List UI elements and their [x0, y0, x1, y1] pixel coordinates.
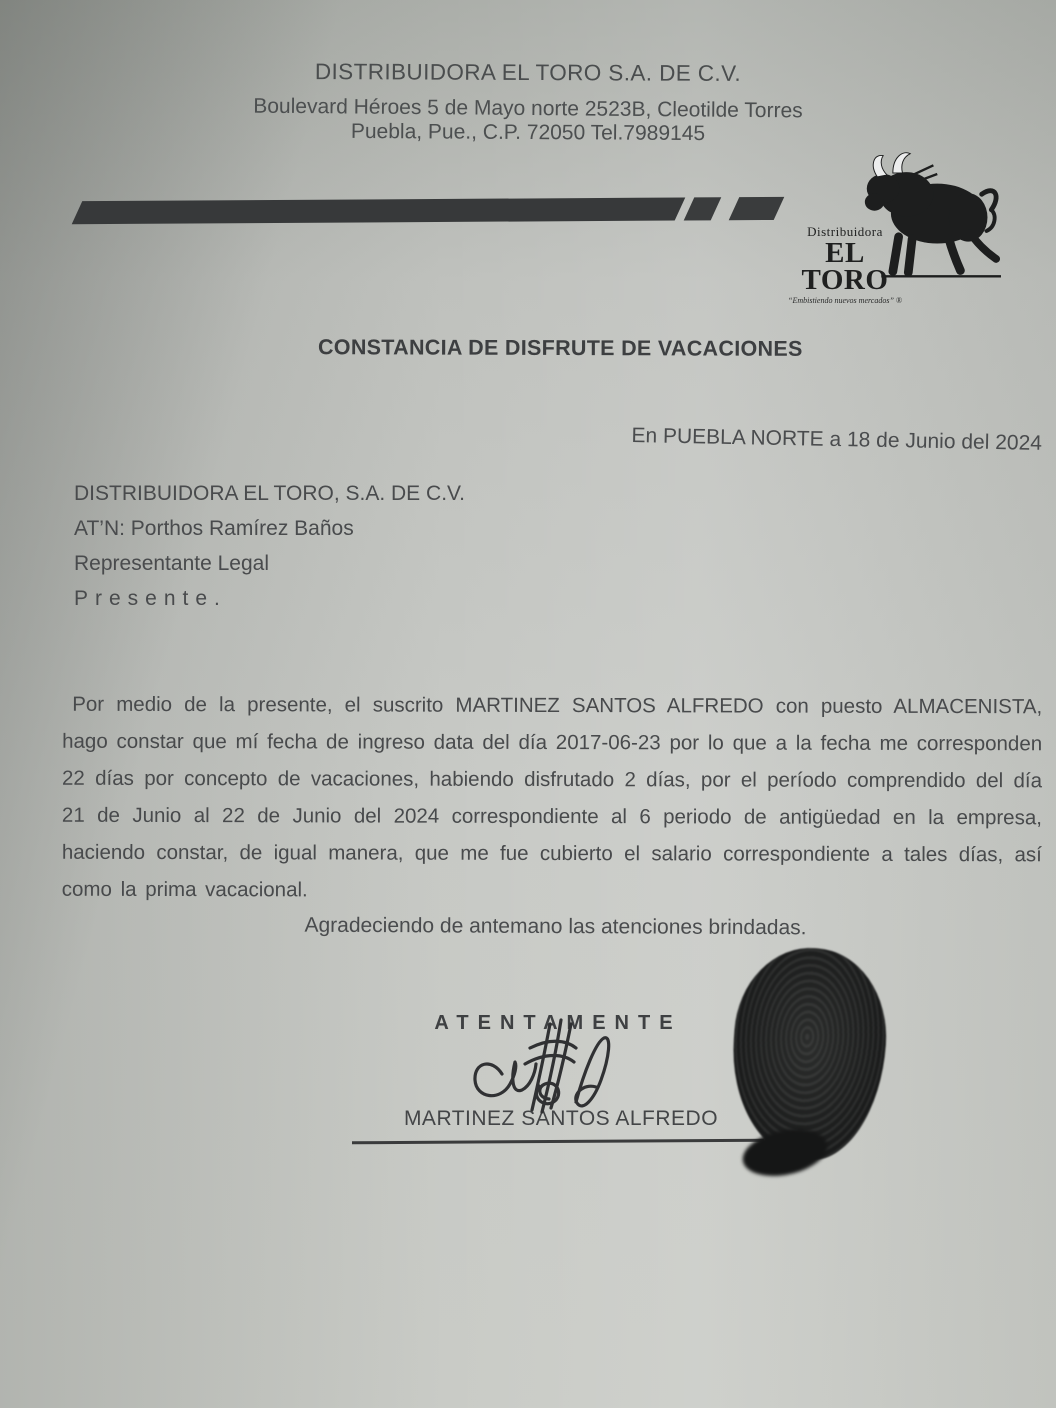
decorative-bar-segment: [684, 197, 722, 220]
decorative-long-bar: [72, 197, 686, 224]
decorative-bar-segment: [729, 197, 785, 220]
signature-line: [352, 1139, 764, 1144]
handwritten-signature: [462, 1016, 642, 1131]
addressee-attention: AT’N: Porthos Ramírez Baños: [74, 517, 354, 540]
body-paragraph: Por medio de la presente, el suscrito MARTINEZ SANTOS ALFREDO con puesto ALMACENISTA, hago constar que mí fecha de ingreso data del día 2017-06-23 por lo que a la fecha me corresponden 22 días por concepto de vacaciones, habiendo disfrutado 2 días, por el período comprendido del día 21 de Junio al 22 de Junio del 2024 correspondiente al 6 periodo de antigüedad en la empresa, haciendo constar, de igual manera, que me fue cubierto el salario correspondiente a tales días, así como la prima vacacional.: [61, 692, 1043, 901]
addressee-salutation: Presente.: [74, 587, 227, 610]
decorative-bar-row: [77, 197, 797, 227]
addressee-block: [74, 482, 465, 622]
letterhead-address-line1: Boulevard Héroes 5 de Mayo norte 2523B, Cleotilde Torres: [253, 94, 803, 123]
closing-line: Agradeciendo de antemano las atenciones brindadas.: [304, 913, 807, 940]
addressee-company: DISTRIBUIDORA EL TORO, S.A. DE C.V.: [74, 482, 465, 505]
logo-el-toro-label: EL TORO: [801, 237, 889, 296]
fingerprint-stamp: [726, 943, 892, 1165]
letterhead-company-name: DISTRIBUIDORA EL TORO S.A. DE C.V.: [314, 59, 742, 86]
signatory-name: MARTINEZ SANTOS ALFREDO: [403, 1107, 719, 1130]
document-title: CONSTANCIA DE DISFRUTE DE VACACIONES: [317, 335, 803, 361]
logo-tagline: “Embistiendo nuevos mercados” ®: [788, 296, 902, 305]
addressee-role: Representante Legal: [74, 552, 269, 575]
letterhead-address-line2: Puebla, Pue., C.P. 72050 Tel.7989145: [350, 119, 706, 146]
signature-heading: ATENTAMENTE: [434, 1012, 682, 1034]
bull-silhouette-icon: [848, 146, 1013, 286]
dateline: En PUEBLA NORTE a 18 de Junio del 2024: [631, 424, 1043, 455]
logo-distribuidora-label: Distribuidora: [807, 224, 883, 239]
